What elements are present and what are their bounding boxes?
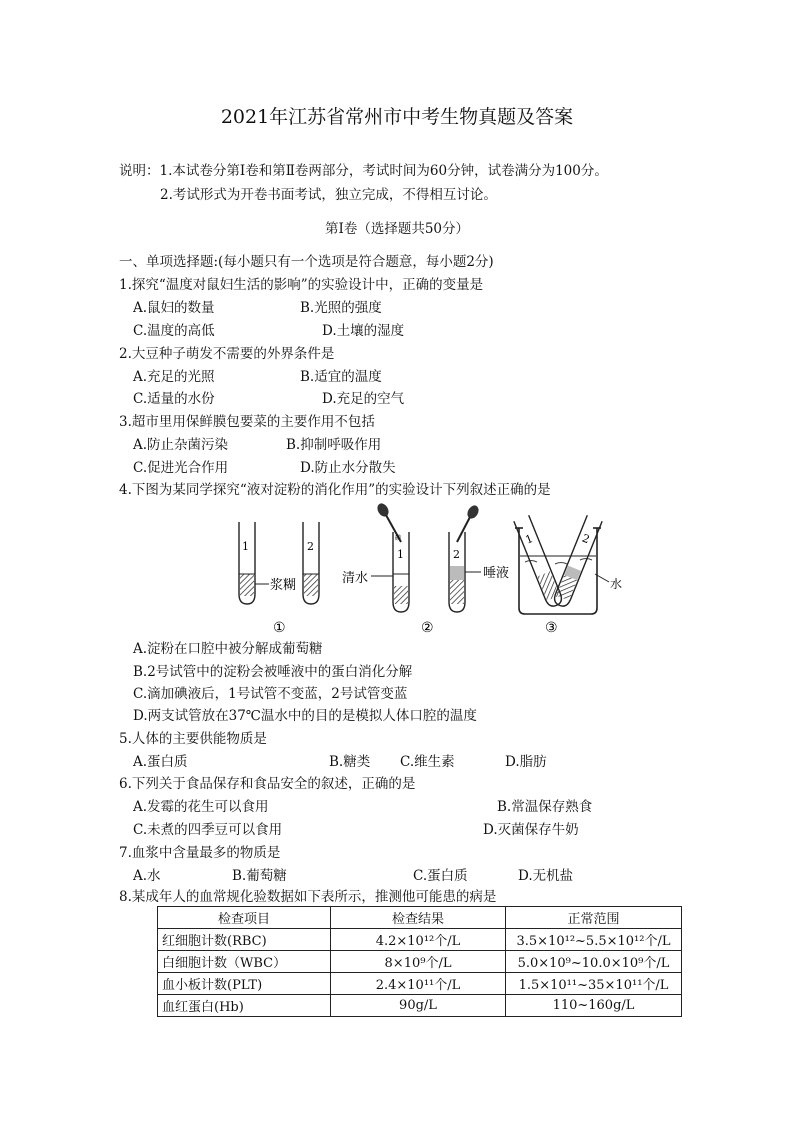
cell-range: 3.5×10¹²~5.5×10¹²个/L	[506, 929, 682, 951]
question-1-option-d: D.土壤的湿度	[322, 323, 405, 339]
question-8-stem: 8.某成年人的血常规化验数据如下表所示，推测他可能患的病是	[119, 889, 497, 905]
paste-fill-tube-1	[240, 574, 254, 596]
question-6-option-a: A.发霉的花生可以食用	[133, 799, 269, 815]
question-1-option-a: A.鼠妇的数量	[133, 300, 215, 316]
question-5-stem: 5.人体的主要供能物质是	[119, 731, 267, 747]
warm-water-label: 水	[610, 577, 623, 591]
tube-1-label: 1	[397, 548, 404, 561]
cell-result: 2.4×10¹¹个/L	[331, 973, 506, 995]
table-row	[158, 973, 682, 995]
blood-test-table	[157, 906, 682, 1017]
question-7-option-d: D.无机盐	[518, 868, 574, 884]
question-6-stem: 6.下列关于食品保存和食品安全的叙述，正确的是	[119, 776, 416, 792]
question-5-option-c: C.维生素	[400, 754, 455, 770]
question-3-option-d: D.防止水分散失	[300, 460, 396, 476]
question-3-option-a: A.防止杂菌污染	[133, 437, 229, 453]
tube-2-label: 2	[307, 540, 314, 553]
panel-3-beaker	[514, 515, 622, 636]
question-7-stem: 7.血浆中含量最多的物质是	[119, 845, 281, 861]
panel-1-tubes	[239, 522, 319, 636]
panel-3-label: ③	[545, 620, 558, 636]
tube-2-label: 2	[453, 548, 460, 561]
paste-fill-tube-2	[304, 574, 318, 596]
cell-range: 5.0×10⁹~10.0×10⁹个/L	[506, 951, 682, 973]
table-row	[158, 929, 682, 951]
paste-fill-panel-2-tube-1	[394, 586, 408, 604]
panel-2-tubes	[342, 502, 509, 636]
tube-1-label: 1	[242, 540, 249, 553]
paste-label: 浆糊	[270, 578, 297, 593]
question-4-option-a: A.淀粉在口腔中被分解成葡萄糖	[133, 641, 323, 657]
panel-1-label: ①	[273, 620, 286, 636]
question-2-option-d: D.充足的空气	[322, 391, 405, 407]
table-row	[158, 951, 682, 973]
panel-2-label: ②	[421, 620, 434, 636]
cell-item: 血红蛋白(Hb)	[158, 995, 331, 1017]
water-label: 清水	[342, 571, 369, 586]
section-title: 第Ⅰ卷（选择题共50分）	[324, 221, 469, 237]
question-6-option-b: B.常温保存熟食	[497, 799, 593, 815]
cell-range: 110~160g/L	[506, 995, 682, 1017]
cell-range: 1.5×10¹¹~35×10¹¹个/L	[506, 973, 682, 995]
header-item: 检查项目	[158, 907, 331, 929]
cell-result: 90g/L	[331, 995, 506, 1017]
saliva-label: 唾液	[483, 566, 510, 581]
question-7-option-a: A.水	[133, 868, 161, 884]
question-5-option-a: A.蛋白质	[133, 754, 188, 770]
header-result: 检查结果	[331, 907, 506, 929]
paste-fill-panel-2-tube-2	[450, 580, 464, 604]
cell-item: 红细胞计数(RBC)	[158, 929, 331, 951]
dropper-label: 碘	[395, 535, 402, 542]
part-heading: 一、单项选择题:(每小题只有一个选项是符合题意，每小题2分)	[119, 254, 494, 270]
question-5-option-b: B.糖类	[329, 754, 371, 770]
cell-item: 白细胞计数（WBC）	[158, 951, 331, 973]
cell-result: 4.2×10¹²个/L	[331, 929, 506, 951]
question-2-stem: 2.大豆种子萌发不需要的外界条件是	[119, 346, 335, 362]
page-title: 2021年江苏省常州市中考生物真题及答案	[220, 106, 574, 128]
header-normal-range: 正常范围	[506, 907, 682, 929]
question-7-option-c: C.蛋白质	[413, 868, 468, 884]
tube-2-label: 2	[580, 531, 592, 547]
tube-1-label: 1	[523, 531, 535, 547]
question-7-option-b: B.葡萄糖	[232, 868, 287, 884]
question-4-option-b: B.2号试管中的淀粉会被唾液中的蛋白消化分解	[133, 664, 413, 680]
cell-result: 8×10⁹个/L	[331, 951, 506, 973]
digestion-experiment-figure	[225, 502, 625, 638]
question-3-option-b: B.抑制呼吸作用	[286, 437, 382, 453]
question-4-option-c: C.滴加碘液后，1号试管不变蓝，2号试管变蓝	[133, 686, 408, 702]
question-3-stem: 3.超市里用保鲜膜包要菜的主要作用不包括	[119, 414, 375, 430]
table-header-row	[158, 907, 682, 929]
instructions-line-1: 说明：1.本试卷分第Ⅰ卷和第Ⅱ卷两部分，考试时间为60分钟，试卷满分为100分。	[119, 163, 608, 179]
question-2-option-c: C.适量的水份	[133, 391, 215, 407]
instructions-line-2: 2.考试形式为开卷书面考试，独立完成，不得相互讨论。	[160, 187, 497, 203]
cell-item: 血小板计数(PLT)	[158, 973, 331, 995]
question-5-option-d: D.脂肪	[505, 754, 547, 770]
dropper-2	[457, 517, 470, 542]
question-1-stem: 1.探究“温度对鼠妇生活的影响”的实验设计中，正确的变量是	[119, 277, 484, 293]
question-2-option-a: A.充足的光照	[133, 369, 215, 385]
saliva-fill	[450, 566, 464, 580]
question-3-option-c: C.促进光合作用	[133, 460, 229, 476]
question-4-option-d: D.两支试管放在37℃温水中的目的是模拟人体口腔的温度	[133, 708, 477, 724]
table-row	[158, 995, 682, 1017]
question-2-option-b: B.适宜的温度	[300, 369, 382, 385]
question-6-option-d: D.灭菌保存牛奶	[483, 822, 579, 838]
question-1-option-b: B.光照的强度	[300, 300, 382, 316]
question-4-stem: 4.下图为某同学探究“液对淀粉的消化作用”的实验设计下列叙述正确的是	[119, 482, 551, 498]
question-1-option-c: C.温度的高低	[133, 323, 215, 339]
question-6-option-c: C.未煮的四季豆可以食用	[133, 822, 283, 838]
